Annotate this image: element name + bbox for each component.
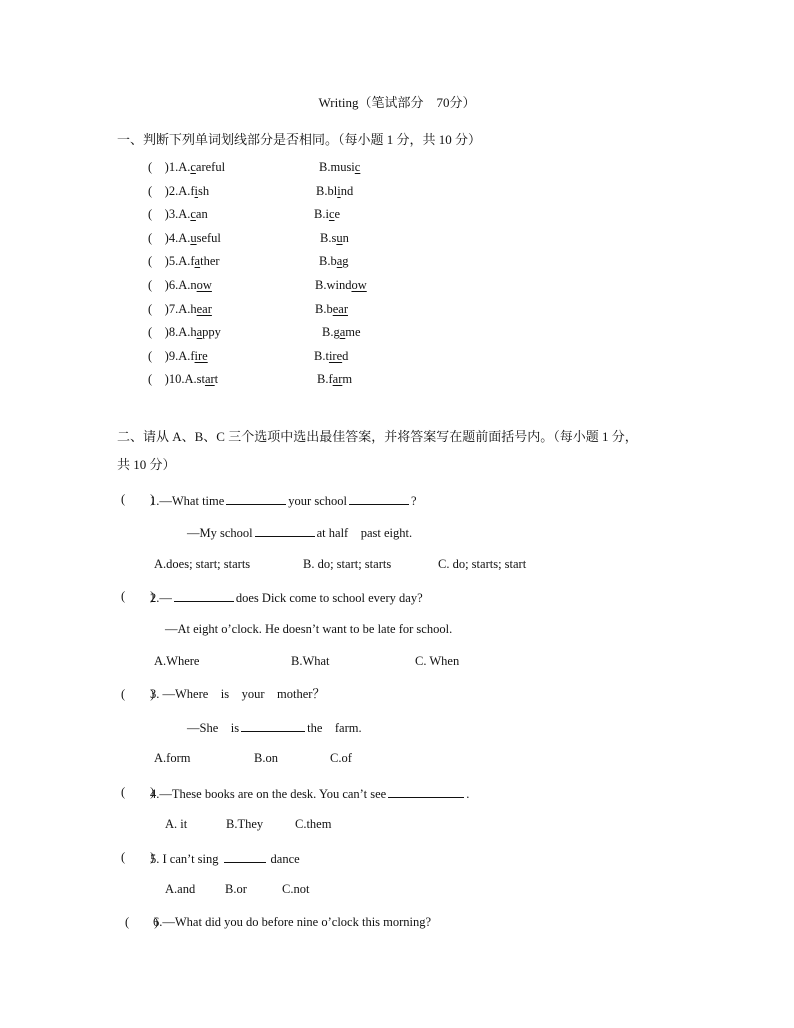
match-item-word-b: B.bag xyxy=(319,254,349,269)
underlined-letters: ar xyxy=(332,372,343,387)
match-item-word-a: ( )2.A.fish xyxy=(148,183,210,198)
underlined-letters: ow xyxy=(351,278,367,292)
match-item-word-b: B.farm xyxy=(317,372,353,387)
question-1-line1: 1.—What time your school ? xyxy=(150,494,417,508)
question-3-option-a: A.form xyxy=(154,751,191,765)
question-5-line1: 5. I can’t sing dance xyxy=(150,852,300,866)
question-3-line1: 3. —Where is your mother？ xyxy=(150,687,325,701)
underlined-letters: a xyxy=(336,254,343,269)
answer-blank[interactable] xyxy=(349,493,409,505)
question-4-line1: 4.—These books are on the desk. You can’t see . xyxy=(150,787,470,801)
match-item-word-a: ( )6.A.now xyxy=(148,278,212,292)
match-item-word-a: ( )5.A.father xyxy=(148,254,220,269)
underlined-letters: ar xyxy=(204,372,215,387)
match-item-word-b: B.blind xyxy=(316,183,354,198)
underlined-letters: a xyxy=(194,254,201,269)
underlined-letters: ear xyxy=(332,301,348,316)
answer-blank[interactable] xyxy=(388,786,464,798)
match-item-word-b: B.music xyxy=(319,160,361,174)
question-5-option-c: C.not xyxy=(282,882,310,896)
match-item-word-b: B.ice xyxy=(314,207,341,222)
question-2-line1: 2.— does Dick come to school every day? xyxy=(150,591,423,605)
match-item-word-a: ( )7.A.hear xyxy=(148,301,212,316)
question-4-option-b: B.They xyxy=(226,817,264,831)
question-1-option-c: C. do; starts; start xyxy=(438,557,527,571)
question-5-paren: ( ) xyxy=(121,850,155,864)
question-1-option-b: B. do; start; starts xyxy=(303,557,392,571)
question-6-line1: 6.—What did you do before nine o’clock this morning? xyxy=(153,915,432,929)
question-2-paren: ( ) xyxy=(121,589,155,603)
question-6-paren: ( ) xyxy=(125,915,159,929)
match-item-word-a: ( )3.A.can xyxy=(148,207,208,222)
question-2-line2: —At eight o’clock. He doesn’t want to be late for school. xyxy=(165,622,453,636)
question-3-option-b: B.on xyxy=(254,751,278,765)
underlined-letters: ire xyxy=(328,348,343,363)
question-1-option-a: A.does; start; starts xyxy=(154,557,251,571)
underlined-letters: c xyxy=(190,207,196,222)
match-item-word-b: B.window xyxy=(315,278,367,292)
answer-blank[interactable] xyxy=(226,493,286,505)
answer-blank[interactable] xyxy=(255,525,315,537)
underlined-letters: ire xyxy=(194,348,208,363)
question-4-option-a: A. it xyxy=(165,817,188,831)
question-1-paren: ( ) xyxy=(121,492,155,506)
underlined-letters: c xyxy=(190,160,196,174)
page-title: Writing（笔试部分 70分） xyxy=(318,95,476,110)
answer-blank[interactable] xyxy=(241,720,305,732)
question-4-option-c: C.them xyxy=(295,817,332,831)
underlined-letters: a xyxy=(196,325,203,340)
underlined-letters: u xyxy=(336,230,343,245)
question-1-line2: —My school at half past eight. xyxy=(187,526,413,540)
section2-heading-line2: 共 10 分） xyxy=(117,457,176,472)
question-3-paren: ( ) xyxy=(121,687,155,701)
match-item-word-b: B.game xyxy=(322,325,361,340)
answer-blank[interactable] xyxy=(174,590,234,602)
question-2-option-b: B.What xyxy=(291,654,330,668)
question-3-line2: —She is the farm. xyxy=(187,721,362,735)
underlined-letters: c xyxy=(354,160,361,174)
underlined-letters: u xyxy=(190,230,197,245)
section2-heading-line1: 二、请从 A、B、C 三个选项中选出最佳答案，并将答案写在题前面括号内。（每小题 1 分， xyxy=(117,429,638,444)
underlined-letters: i xyxy=(337,183,341,198)
match-item-word-b: B.bear xyxy=(315,301,348,316)
match-item-word-a: ( )4.A.useful xyxy=(148,230,221,245)
match-item-word-a: ( )8.A.happy xyxy=(148,325,221,340)
answer-blank[interactable] xyxy=(224,851,266,863)
underlined-letters: c xyxy=(328,207,335,222)
question-3-option-c: C.of xyxy=(330,751,352,765)
match-item-word-a: ( )9.A.fire xyxy=(148,348,208,363)
match-item-word-b: B.sun xyxy=(320,230,349,245)
match-item-word-a: ( )10.A.start xyxy=(148,372,219,387)
underlined-letters: ow xyxy=(196,278,212,292)
section1-heading: 一、判断下列单词划线部分是否相同。（每小题 1 分，共 10 分） xyxy=(117,132,482,147)
question-2-option-a: A.Where xyxy=(154,654,200,668)
question-5-option-b: B.or xyxy=(225,882,247,896)
question-4-paren: ( ) xyxy=(121,785,155,799)
underlined-letters: a xyxy=(339,325,346,340)
question-2-option-c: C. When xyxy=(415,654,460,668)
underlined-letters: i xyxy=(194,183,199,198)
match-item-word-a: ( )1.A.careful xyxy=(148,160,226,174)
underlined-letters: ear xyxy=(196,301,212,316)
match-item-word-b: B.tired xyxy=(314,348,349,363)
question-5-option-a: A.and xyxy=(165,882,196,896)
